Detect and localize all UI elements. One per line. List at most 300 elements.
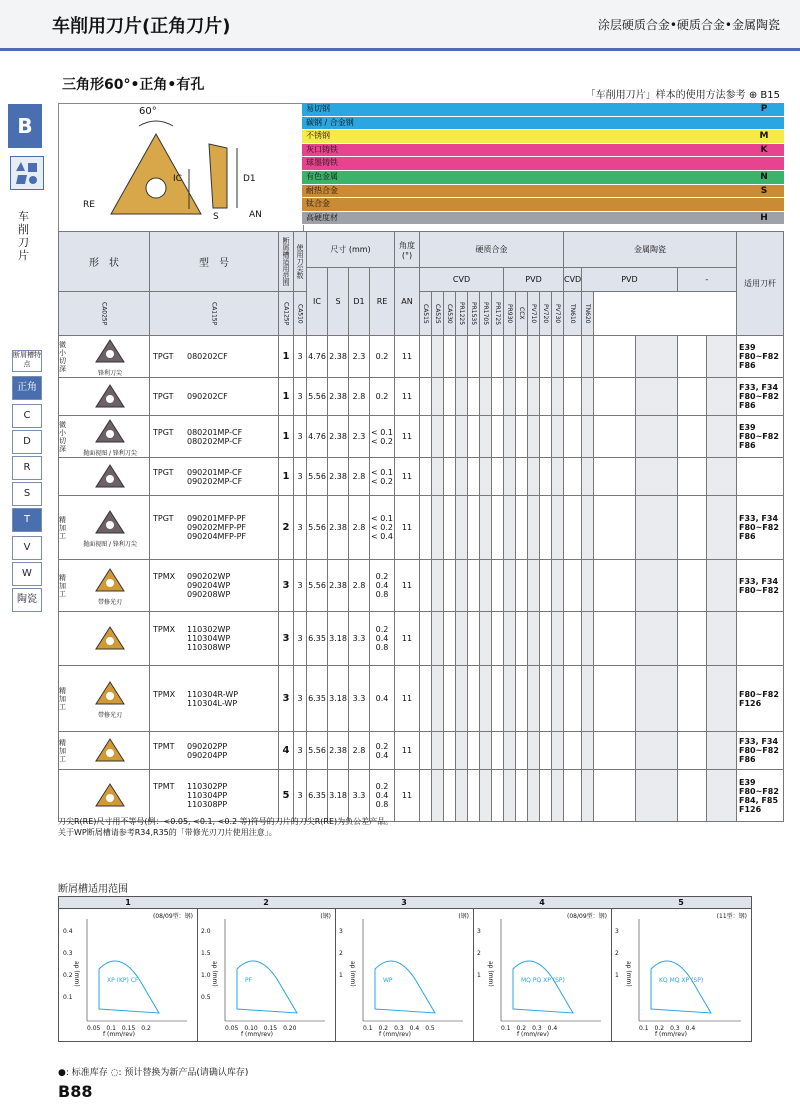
grade-cell	[468, 496, 480, 560]
grade-header: PV710	[528, 292, 540, 336]
holder-value: F80~F82	[739, 585, 779, 595]
grade-cell	[468, 416, 480, 458]
material-row	[302, 130, 784, 144]
table-row	[59, 612, 784, 666]
col-edges: 使用刀尖数	[294, 232, 307, 292]
material-name: 不锈钢	[306, 131, 330, 141]
ic-cell: 5.56	[307, 496, 328, 560]
holder-value: E39	[739, 423, 756, 432]
grade-header: CA125P	[279, 292, 294, 336]
chart-number: 3	[335, 897, 473, 909]
an-cell: 11	[395, 416, 420, 458]
grade-cell	[432, 666, 444, 732]
chart-xtick: 0.2	[654, 1025, 665, 1032]
holder-value: F126	[739, 804, 762, 814]
chart-xtick: 0.15	[121, 1025, 136, 1032]
chart-xtick: 0.2	[141, 1025, 151, 1032]
grade-cell	[504, 496, 516, 560]
re-cell	[370, 416, 395, 458]
re-value: 0.8	[375, 800, 389, 809]
side-item-positive[interactable]: 正角	[12, 376, 42, 400]
grade-cell	[480, 378, 492, 416]
grade-cell	[468, 666, 480, 732]
chip-chart	[197, 897, 336, 1041]
grade-cell	[707, 560, 737, 612]
grade-cell	[504, 378, 516, 416]
holder-value: F33, F34	[739, 576, 779, 586]
grade-cell	[516, 416, 528, 458]
chart-number: 1	[59, 897, 197, 909]
grade-cell	[444, 378, 456, 416]
grade-cell	[492, 416, 504, 458]
chart-xtick: 0.1	[501, 1025, 511, 1032]
group-label: 精加工	[59, 515, 66, 540]
chart-region-label: KQ	[659, 977, 668, 984]
grade-cell	[677, 378, 707, 416]
ic-cell: 5.56	[307, 378, 328, 416]
re-cell	[370, 496, 395, 560]
material-letter: K	[760, 144, 768, 155]
model-cell	[150, 732, 279, 770]
shape-caption: 抛面视图 / 锋利刀尖	[83, 541, 137, 548]
table-row	[59, 378, 784, 416]
grade-cell	[516, 378, 528, 416]
chart-xtick: 0.10	[244, 1025, 258, 1032]
chart-ytick: 3	[615, 928, 619, 935]
grade-cell	[480, 458, 492, 496]
grade-cell	[635, 560, 677, 612]
grade-cell	[492, 378, 504, 416]
s-cell: 2.38	[328, 336, 349, 378]
grade-cell	[468, 336, 480, 378]
shape-caption: 带修光刃	[97, 599, 122, 606]
grade-cell	[564, 496, 582, 560]
grade-cell	[420, 378, 432, 416]
re-cell	[370, 378, 395, 416]
re-value: 0.4	[375, 694, 389, 703]
table-row	[59, 666, 784, 732]
holder-value: F80~F82	[739, 392, 779, 401]
chart-ytick: 1	[615, 972, 619, 979]
chart-note: (08/09型：钢)	[567, 913, 607, 920]
re-value: 0.2	[375, 625, 389, 634]
chart-plot	[611, 909, 751, 1039]
chart-region-label: XP	[681, 977, 690, 984]
chart-note: (钢)	[320, 913, 331, 920]
holder-value: F80~F82	[739, 689, 779, 699]
section-title: 三角形60°•正角•有孔	[62, 77, 205, 93]
grade-cell	[552, 732, 564, 770]
grade-cell	[468, 378, 480, 416]
grade-cell	[504, 416, 516, 458]
chart-ytick: 2	[615, 950, 619, 957]
col-shape: 形 状	[59, 232, 150, 292]
model-cell	[150, 770, 279, 822]
chipbreaker-title: 断屑槽适用范围	[58, 884, 128, 895]
model-cell	[150, 560, 279, 612]
side-item-s[interactable]: S	[12, 482, 42, 506]
grade-cell	[564, 416, 582, 458]
re-cell	[370, 770, 395, 822]
chart-ylabel: ap (mm)	[625, 961, 632, 987]
chart-xlabel: f (mm/rev)	[379, 1031, 411, 1038]
chart-ytick: 3	[477, 928, 481, 935]
chart-ytick: 2.0	[201, 928, 211, 935]
model-prefix: TPGT	[153, 467, 174, 477]
grade-cell	[444, 496, 456, 560]
d1-cell: 2.8	[349, 458, 370, 496]
chart-xtick: 0.3	[670, 1025, 680, 1032]
grade-cell	[635, 666, 677, 732]
model-number: 110308WP	[187, 643, 231, 652]
material-name: 高硬度材	[306, 212, 338, 222]
grade-cell	[582, 458, 594, 496]
shape-caption: 带修光刃	[97, 712, 122, 719]
edges-cell: 3	[294, 770, 307, 822]
ic-label: IC	[173, 174, 182, 184]
grade-cell	[528, 378, 540, 416]
holder-value: F80~F82	[739, 432, 779, 441]
side-item-r[interactable]: R	[12, 456, 42, 480]
angle-label: 60°	[139, 106, 157, 117]
grade-cell	[480, 612, 492, 666]
grade-cell	[594, 732, 636, 770]
grade-cell	[635, 416, 677, 458]
grade-cell	[456, 770, 468, 822]
re-value: < 0.1	[371, 467, 393, 477]
col-ic: IC	[307, 268, 328, 336]
grade-header: CA025P	[59, 292, 150, 336]
grade-cell	[480, 416, 492, 458]
grade-cell	[677, 336, 707, 378]
section-tab-b[interactable]: B	[8, 104, 42, 148]
group-label: 精加工	[59, 573, 66, 598]
grade-cell	[528, 770, 540, 822]
material-row	[302, 212, 784, 226]
chart-region-label: (SP)	[552, 977, 565, 984]
material-legend	[302, 103, 784, 225]
grade-cell	[594, 416, 636, 458]
s-cell: 2.38	[328, 496, 349, 560]
re-value: 0.4	[375, 750, 389, 760]
grade-cell	[492, 458, 504, 496]
re-value: 0.2	[375, 741, 389, 751]
table-row	[59, 458, 784, 496]
re-cell	[370, 458, 395, 496]
grade-cell	[492, 666, 504, 732]
chart-ylabel: ap (mm)	[73, 961, 80, 987]
model-number: 090202PP	[187, 741, 228, 751]
re-value: < 0.1	[371, 514, 393, 523]
ic-cell: 5.56	[307, 560, 328, 612]
chart-ytick: 2	[477, 950, 481, 957]
grade-cell	[540, 416, 552, 458]
an-cell: 11	[395, 458, 420, 496]
grade-cell	[582, 336, 594, 378]
material-name: 碳钢 / 合金钢	[306, 117, 354, 127]
page-header	[0, 0, 800, 51]
grade-cell	[432, 458, 444, 496]
material-name: 灰口铸铁	[306, 144, 338, 154]
chart-note: (11型：钢)	[716, 913, 747, 920]
holder-value: E39	[739, 777, 756, 787]
col-carbide: 硬质合金	[420, 232, 564, 268]
insert-icon	[90, 565, 130, 595]
shape-cell	[59, 378, 150, 416]
d1-cell: 3.3	[349, 770, 370, 822]
side-item-d[interactable]: D	[12, 430, 42, 454]
group-label: 微小切深	[59, 340, 66, 373]
table-row	[59, 770, 784, 822]
grade-cell	[564, 378, 582, 416]
grade-cell	[635, 378, 677, 416]
col-cermet: 金属陶瓷	[564, 232, 737, 268]
re-value: 0.4	[375, 581, 389, 590]
model-prefix: TPGT	[153, 514, 174, 523]
holder-value: F126	[739, 698, 762, 708]
grade-cell	[456, 560, 468, 612]
grade-cell	[540, 336, 552, 378]
material-row	[302, 171, 784, 185]
shape-cell	[59, 770, 150, 822]
grade-cell	[677, 458, 707, 496]
re-value: 0.4	[375, 634, 389, 643]
grade-header: CA115P	[150, 292, 279, 336]
grade-cell	[677, 770, 707, 822]
chart-number: 2	[197, 897, 335, 909]
chart-xtick: 0.3	[532, 1025, 542, 1032]
col-dash: -	[677, 268, 736, 292]
d1-cell: 2.8	[349, 378, 370, 416]
grade-header: CCX	[516, 292, 528, 336]
model-cell	[150, 612, 279, 666]
side-item-ceramic[interactable]: 陶瓷	[12, 588, 42, 612]
model-prefix: TPMX	[153, 689, 176, 699]
grade-cell	[516, 336, 528, 378]
grade-cell	[564, 770, 582, 822]
grade-cell	[432, 612, 444, 666]
grade-cell	[444, 612, 456, 666]
grade-cell	[456, 612, 468, 666]
ic-cell: 4.76	[307, 416, 328, 458]
chart-xlabel: f (mm/rev)	[103, 1031, 135, 1038]
chart-ylabel: ap (mm)	[211, 961, 218, 987]
holder-value: F80~F82	[739, 352, 779, 361]
grade-cell	[540, 378, 552, 416]
side-item-c[interactable]: C	[12, 404, 42, 428]
ic-cell: 6.35	[307, 666, 328, 732]
col-angle: 角度(°)	[395, 232, 420, 268]
page-number: B88	[58, 1082, 93, 1101]
model-number: 080202MP-CF	[187, 436, 243, 446]
material-row	[302, 144, 784, 158]
grade-cell	[677, 612, 707, 666]
grade-cell	[444, 336, 456, 378]
chart-xtick: 0.4	[547, 1025, 558, 1032]
chart-region-label: CF	[130, 977, 139, 984]
model-number: 090202MFP-PF	[187, 523, 247, 532]
side-item-v[interactable]: V	[12, 536, 42, 560]
group-label: 微小切深	[59, 420, 66, 453]
grade-cell	[420, 416, 432, 458]
edges-cell: 3	[294, 666, 307, 732]
range-cell: 1	[279, 458, 294, 496]
model-cell	[150, 336, 279, 378]
grade-cell	[420, 612, 432, 666]
grade-cell	[540, 496, 552, 560]
chart-ytick: 0.5	[201, 994, 211, 1001]
chart-xlabel: f (mm/rev)	[655, 1031, 687, 1038]
edges-cell: 3	[294, 336, 307, 378]
grade-cell	[480, 666, 492, 732]
model-number: 090201MP-CF	[187, 467, 243, 477]
d1-cell: 3.3	[349, 666, 370, 732]
chart-region-label: XP	[543, 977, 551, 984]
grade-cell	[594, 560, 636, 612]
s-cell: 2.38	[328, 416, 349, 458]
material-row	[302, 185, 784, 199]
model-prefix: TPGT	[153, 352, 174, 361]
model-number: 110302PP	[187, 782, 228, 791]
grade-cell	[432, 378, 444, 416]
holder-value: F84, F85	[739, 795, 779, 805]
model-number: 090202CF	[187, 392, 228, 401]
insert-icon	[90, 507, 130, 537]
grade-cell	[528, 416, 540, 458]
grade-cell	[582, 732, 594, 770]
grade-cell	[504, 612, 516, 666]
re-cell	[370, 336, 395, 378]
side-item-w[interactable]: W	[12, 562, 42, 586]
grade-cell	[594, 496, 636, 560]
insert-icon	[90, 381, 130, 411]
range-cell: 3	[279, 612, 294, 666]
grade-cell	[480, 336, 492, 378]
grade-cell	[432, 770, 444, 822]
model-number: 110302WP	[187, 625, 231, 634]
grade-cell	[516, 732, 528, 770]
chart-xlabel: f (mm/rev)	[241, 1031, 273, 1038]
grade-cell	[707, 732, 737, 770]
material-letter: H	[760, 212, 768, 223]
grade-cell	[444, 416, 456, 458]
chart-note: (钢)	[458, 913, 469, 920]
grade-cell	[707, 770, 737, 822]
chart-xtick: 0.3	[394, 1025, 404, 1032]
material-letter: S	[760, 185, 768, 196]
grade-cell	[420, 336, 432, 378]
grade-cell	[528, 732, 540, 770]
grade-cell	[707, 612, 737, 666]
grade-cell	[504, 770, 516, 822]
material-letter: M	[759, 131, 769, 142]
grade-header: TN610	[564, 292, 582, 336]
grade-cell	[480, 560, 492, 612]
re-value: 0.2	[375, 392, 389, 401]
shape-caption: 抛面视图 / 锋利刀尖	[83, 450, 137, 457]
insert-icon	[90, 416, 130, 446]
s-cell: 2.38	[328, 732, 349, 770]
grade-header: TN620	[582, 292, 594, 336]
grade-cell	[707, 378, 737, 416]
grade-header: CA515	[420, 292, 432, 336]
grade-cell	[504, 336, 516, 378]
chart-ytick: 1	[477, 972, 481, 979]
model-number: 110304WP	[187, 634, 231, 643]
an-cell: 11	[395, 560, 420, 612]
chart-xtick: 0.5	[425, 1025, 435, 1032]
grade-cell	[516, 612, 528, 666]
chart-number: 5	[611, 897, 751, 909]
grade-cell	[444, 458, 456, 496]
re-value: < 0.2	[371, 436, 393, 446]
grade-cell	[635, 336, 677, 378]
material-name: 耐热合金	[306, 185, 338, 195]
side-item-t[interactable]: T	[12, 508, 42, 532]
triangle-insert-icon	[59, 104, 303, 232]
grade-cell	[420, 770, 432, 822]
grade-cell	[594, 612, 636, 666]
chart-xlabel: f (mm/rev)	[517, 1031, 549, 1038]
grade-cell	[552, 612, 564, 666]
col-s: S	[328, 268, 349, 336]
material-name: 钛合金	[306, 199, 330, 209]
reference-link[interactable]: 「车削用刀片」样本的使用方法参考 ⊕ B15	[585, 90, 780, 101]
d1-cell: 2.3	[349, 416, 370, 458]
s-cell: 2.38	[328, 378, 349, 416]
grade-cell	[540, 560, 552, 612]
holder-cell	[737, 378, 784, 416]
model-cell	[150, 496, 279, 560]
grade-cell	[582, 378, 594, 416]
grade-cell	[516, 770, 528, 822]
side-item-features[interactable]: 断屑槽特点	[12, 350, 42, 372]
grade-cell	[504, 560, 516, 612]
grade-cell	[552, 378, 564, 416]
re-value: < 0.1	[371, 427, 393, 437]
range-cell: 3	[279, 560, 294, 612]
s-cell: 3.18	[328, 770, 349, 822]
re-value: 0.2	[375, 782, 389, 791]
insert-icon	[90, 461, 130, 491]
chipbreaker-charts	[58, 896, 752, 1042]
grade-cell	[444, 666, 456, 732]
grade-cell	[635, 496, 677, 560]
col-cvd2: CVD	[564, 268, 582, 292]
grade-cell	[492, 496, 504, 560]
model-number: 110304R-WP	[187, 689, 239, 699]
ic-cell: 5.56	[307, 458, 328, 496]
shape-cell	[59, 416, 150, 458]
shape-cell	[59, 496, 150, 560]
stock-legend: ●: 标准库存 ◌: 预计替换为新产品(请确认库存)	[58, 1068, 249, 1078]
an-cell: 11	[395, 770, 420, 822]
material-name: 球墨铸铁	[306, 158, 338, 168]
grade-cell	[635, 612, 677, 666]
grade-cell	[516, 666, 528, 732]
re-value: 0.8	[375, 643, 389, 652]
holder-value: F80~F82	[739, 746, 779, 755]
chart-xtick: 0.2	[378, 1025, 389, 1032]
holder-cell	[737, 560, 784, 612]
chart-ytick: 1.0	[201, 972, 211, 979]
edges-cell: 3	[294, 732, 307, 770]
grade-cell	[492, 560, 504, 612]
chip-chart	[335, 897, 474, 1041]
re-cell	[370, 666, 395, 732]
grade-header: PR930	[504, 292, 516, 336]
d1-cell: 3.3	[349, 612, 370, 666]
